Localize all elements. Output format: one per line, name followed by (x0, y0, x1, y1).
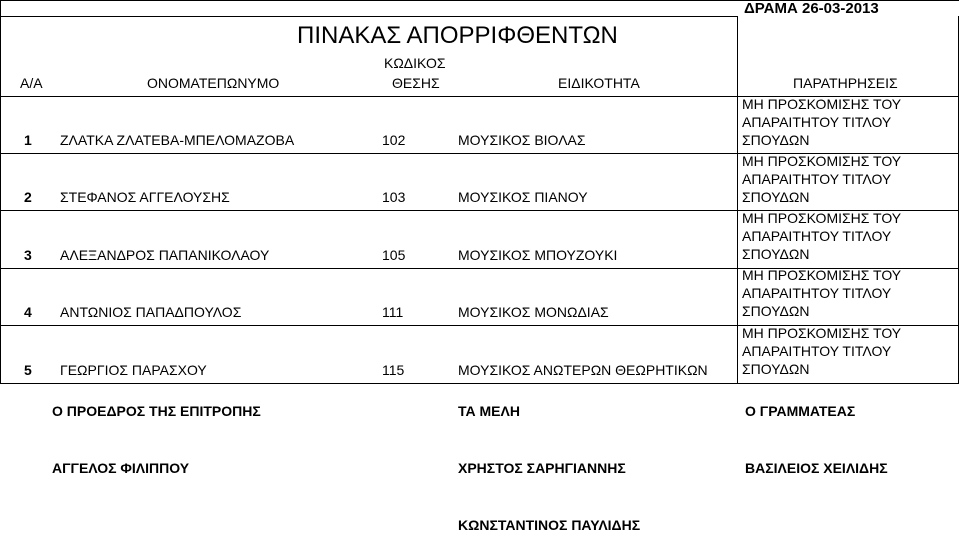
row-num: 5 (24, 362, 32, 378)
row-code: 105 (382, 247, 406, 263)
row-remark-line3: ΣΠΟΥΔΩΝ (742, 132, 810, 148)
secretary-name: ΒΑΣΙΛΕΙΟΣ ΧΕΙΛΙΔΗΣ (745, 460, 888, 476)
header-name: ΟΝΟΜΑΤΕΠΩΝΥΜΟ (147, 75, 280, 91)
row-remark-line2: ΑΠΑΡΑΙΤΗΤΟΥ ΤΙΤΛΟΥ (742, 343, 892, 359)
row-name: ΑΝΤΩΝΙΟΣ ΠΑΠΑΔΠΟΥΛΟΣ (60, 304, 242, 320)
member1-name: ΧΡΗΣΤΟΣ ΣΑΡΗΓΙΑΝΝΗΣ (458, 460, 626, 476)
row-remark-line2: ΑΠΑΡΑΙΤΗΤΟΥ ΤΙΤΛΟΥ (742, 171, 892, 187)
row-remark-line3: ΣΠΟΥΔΩΝ (742, 246, 810, 262)
row-remark-line3: ΣΠΟΥΔΩΝ (742, 361, 810, 377)
row-remark-line2: ΑΠΑΡΑΙΤΗΤΟΥ ΤΙΤΛΟΥ (742, 114, 892, 130)
header-code-line2: ΘΕΣΗΣ (392, 75, 440, 91)
header-remarks: ΠΑΡΑΤΗΡΗΣΕΙΣ (793, 75, 898, 91)
col-divider (737, 16, 738, 384)
row-remark-line1: ΜΗ ΠΡΟΣΚΟΜΙΣΗΣ ΤΟΥ (742, 267, 902, 283)
row-remark-line3: ΣΠΟΥΔΩΝ (742, 303, 810, 319)
table-bottom-border (0, 383, 959, 384)
row-specialty: ΜΟΥΣΙΚΟΣ ΜΠΟΥΖΟΥΚΙ (458, 247, 618, 263)
row-code: 103 (382, 189, 406, 205)
row-name: ΖΛΑΤΚΑ ΖΛΑΤΕΒΑ-ΜΠΕΛΟΜΑΖΟΒΑ (60, 132, 295, 148)
secretary-title: Ο ΓΡΑΜΜΑΤΕΑΣ (745, 403, 856, 419)
row-name: ΣΤΕΦΑΝΟΣ ΑΓΓΕΛΟΥΣΗΣ (60, 189, 230, 205)
member2-name: ΚΩΝΣΤΑΝΤΙΝΟΣ ΠΑΥΛΙΔΗΣ (458, 517, 641, 533)
top-inner-border (0, 16, 737, 17)
chair-title: Ο ΠΡΟΕΔΡΟΣ ΤΗΣ ΕΠΙΤΡΟΠΗΣ (52, 403, 261, 419)
row-remark-line1: ΜΗ ΠΡΟΣΚΟΜΙΣΗΣ ΤΟΥ (742, 210, 902, 226)
row-specialty: ΜΟΥΣΙΚΟΣ ΜΟΝΩΔΙΑΣ (458, 304, 609, 320)
document-date: ΔΡΑΜΑ 26-03-2013 (744, 0, 879, 17)
row-specialty: ΜΟΥΣΙΚΟΣ ΒΙΟΛΑΣ (458, 132, 586, 148)
header-num: Α/Α (20, 75, 43, 91)
row-num: 3 (24, 247, 32, 263)
document-title: ΠΙΝΑΚΑΣ ΑΠΟΡΡΙΦΘΕΝΤΩΝ (297, 22, 618, 49)
row-name: ΓΕΩΡΓΙΟΣ ΠΑΡΑΣΧΟΥ (60, 362, 207, 378)
header-code-line1: ΚΩΔΙΚΟΣ (384, 55, 446, 71)
row-code: 115 (382, 362, 405, 378)
row-code: 111 (382, 304, 404, 320)
row-num: 4 (24, 304, 32, 320)
row-specialty: ΜΟΥΣΙΚΟΣ ΑΝΩΤΕΡΩΝ ΘΕΩΡΗΤΙΚΩΝ (458, 362, 708, 378)
chair-name: ΑΓΓΕΛΟΣ ΦΙΛΙΠΠΟΥ (52, 460, 190, 476)
row-remark-line2: ΑΠΑΡΑΙΤΗΤΟΥ ΤΙΤΛΟΥ (742, 228, 892, 244)
row-remark-line1: ΜΗ ΠΡΟΣΚΟΜΙΣΗΣ ΤΟΥ (742, 153, 902, 169)
row-specialty: ΜΟΥΣΙΚΟΣ ΠΙΑΝΟΥ (458, 189, 588, 205)
header-specialty: ΕΙΔΙΚΟΤΗΤΑ (558, 75, 640, 91)
row-code: 102 (382, 132, 406, 148)
row-num: 2 (24, 189, 32, 205)
row-num: 1 (24, 132, 32, 148)
row-remark-line1: ΜΗ ΠΡΟΣΚΟΜΙΣΗΣ ΤΟΥ (742, 325, 902, 341)
row-remark-line3: ΣΠΟΥΔΩΝ (742, 189, 810, 205)
members-title: ΤΑ ΜΕΛΗ (458, 403, 520, 419)
row-remark-line2: ΑΠΑΡΑΙΤΗΤΟΥ ΤΙΤΛΟΥ (742, 285, 892, 301)
row-remark-line1: ΜΗ ΠΡΟΣΚΟΜΙΣΗΣ ΤΟΥ (742, 96, 902, 112)
left-border (0, 0, 1, 384)
row-name: ΑΛΕΞΑΝΔΡΟΣ ΠΑΠΑΝΙΚΟΛΑΟΥ (60, 247, 270, 263)
